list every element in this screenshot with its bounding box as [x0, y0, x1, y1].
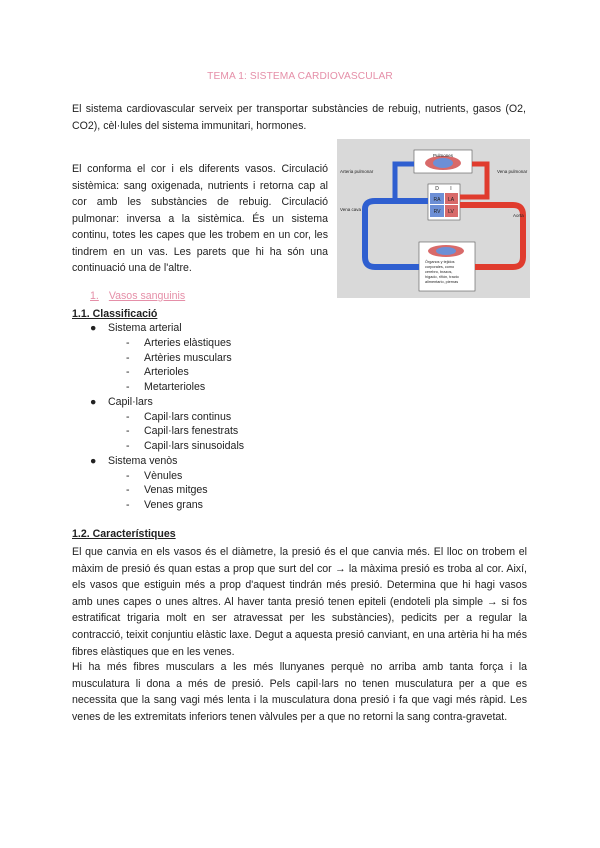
list-subitem-label: Capil·lars sinusoidals [144, 440, 245, 452]
label-organos-1: Órganos y tejidos [425, 260, 455, 264]
list-subitem-label: Vènules [144, 470, 183, 482]
heading-classificacio: 1.1. Classificació [72, 308, 158, 320]
intro-paragraph-2: El conforma el cor i els diferents vasos. Circulació sistèmica: sang oxigenada, nutrients i retorna cap al cor amb les substàncies de rebuig. Circulació pulmonar: inversa a la sistèmica. És un sistema continu, totes les capes que les trobem en un cor, les tindrem en un vas. Les parets que hi ha són una continuació una de l'altre. [72, 163, 328, 274]
list-label: Sistema arterial [108, 322, 182, 334]
dash-icon: - [126, 337, 130, 349]
list-subitem [126, 440, 244, 452]
intro-paragraph-1: El sistema cardiovascular serveix per transportar substàncies de rebuig, nutrients, gasos (O2, CO2), cèl·lules del sistema immunitari, hormones. [72, 103, 526, 132]
label-la: LA [447, 197, 455, 203]
dash-icon: - [126, 366, 130, 378]
body-paragraph-2: Hi ha més fibres musculars a les més llunyanes perquè no arriba amb tanta força i la musculatura li dona a més de presió. Pels capil·lars no tenen musculatura per a que es necessita que la sang vagi més lenta i la musculatura dona presió i fa que vagi més ràpid. Les venes de les extremitats inferiors tenen vàlvules per a que no retorni la sang contra-gravetat. [72, 661, 527, 723]
list-item-capillars [90, 396, 153, 408]
list-subitem-label: Artèries musculars [144, 352, 232, 364]
label-lv: LV [448, 209, 454, 215]
list-subitem [126, 337, 231, 349]
list-subitem [126, 499, 203, 511]
dash-icon: - [126, 440, 130, 452]
dash-icon: - [126, 425, 130, 437]
list-subitem-label: Capil·lars fenestrats [144, 425, 239, 437]
dash-icon: - [126, 411, 130, 423]
list-subitem-label: Metarterioles [144, 381, 206, 393]
list-subitem-label: Venas mitges [144, 484, 208, 496]
label-vena-pulmonar: Vena pulmonar [497, 169, 528, 174]
list-subitem [126, 352, 232, 364]
dash-icon: - [126, 381, 130, 393]
list-subitem-label: Capil·lars continus [144, 411, 232, 423]
list-item-sistema-arterial [90, 322, 182, 334]
list-subitem-label: Venes grans [144, 499, 203, 511]
bullet-icon: ● [90, 322, 97, 334]
label-i: I [450, 186, 452, 192]
label-aorta: Aorta [513, 213, 524, 218]
label-rv: RV [433, 209, 441, 215]
label-arteria-pulmonar: Arteria pulmonar [340, 169, 374, 174]
list-subitem [126, 366, 189, 378]
list-subitem [126, 411, 231, 423]
list-subitem-label: Arterioles [144, 366, 189, 378]
list-label: Capil·lars [108, 396, 153, 408]
list-subitem-label: Arteries elàstiques [144, 337, 232, 349]
dash-icon: - [126, 499, 130, 511]
body-paragraph-1: El que canvia en els vasos és el diàmetre, la presió és el que canvia més. El lloc on trobem el màxim de presió és quan estas a prop que surt del cor → la màxima presió es troba al cor. Així, els vasos que estiguin més a prop d'aquest tindrán més presió. Determina que hi hagi vasos amb unes capes o unes altres. Al haver tanta presió tenen epiteli (endoteli pla simple → si fos estratificat trigaria molt en ser atravessat per les substàncies), pedicits per a regular la contracció, teixit conjuntiu elàstic laxe. Degut a aquesta presió canviant, en una artèria hi ha més fibres elàstiques que en les venes. [72, 546, 527, 658]
list-label: Sistema venòs [108, 455, 178, 467]
list-subitem [126, 484, 208, 496]
page-title: TEMA 1: SISTEMA CARDIOVASCULAR [207, 71, 393, 82]
dash-icon: - [126, 484, 130, 496]
bullet-icon: ● [90, 455, 97, 467]
label-organos-4: hígado, riñón, tracto [425, 275, 459, 279]
label-organos-5: alimentario, piernas [425, 280, 459, 284]
label-organos-2: corporales, como [425, 265, 455, 269]
list-subitem [126, 381, 205, 393]
label-ra: RA [433, 197, 441, 203]
dash-icon: - [126, 352, 130, 364]
label-organos-3: cerebro, brazos, [425, 270, 453, 274]
section-number: 1. [90, 290, 99, 302]
label-vena-cava: Vena cava [340, 207, 362, 212]
heading-caracteristiques: 1.2. Característiques [72, 528, 176, 540]
circulation-diagram [337, 139, 530, 298]
bullet-icon: ● [90, 396, 97, 408]
section-vasos-sanguinis [90, 290, 185, 302]
list-subitem [126, 425, 238, 437]
list-item-sistema-venos [90, 455, 177, 467]
dash-icon: - [126, 470, 130, 482]
label-pulmones: Pulmones [432, 153, 454, 158]
section-label: Vasos sanguinis [108, 290, 186, 302]
list-subitem [126, 470, 182, 482]
label-d: D [435, 186, 439, 192]
